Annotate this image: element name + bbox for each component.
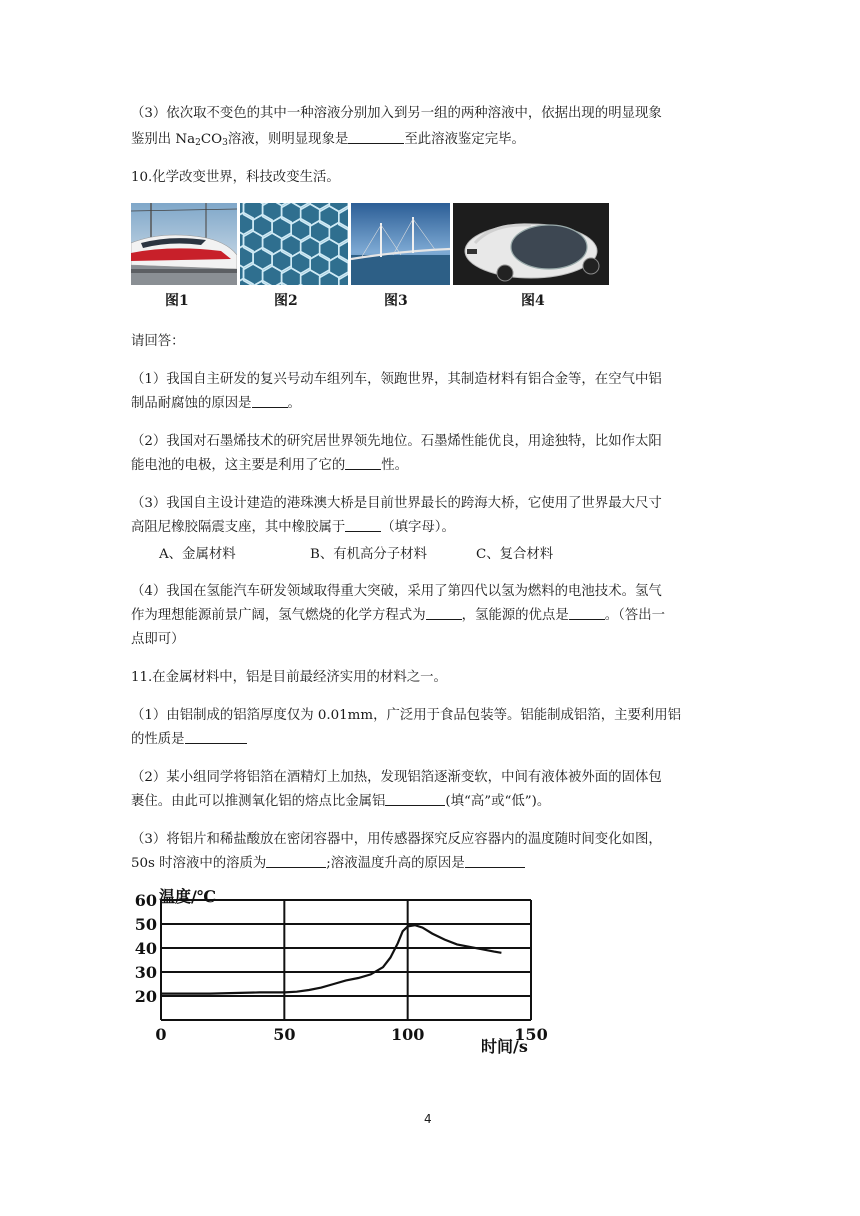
hydrogen-car-image [453,203,609,285]
q10-part2-line2 [131,454,731,477]
x-tick-label: 50 [273,1025,296,1044]
q10-part1-end: 。 [287,396,301,411]
q10-part3-end: （填字母）。 [381,520,455,535]
train-image [131,203,237,285]
q10-part4-mid: ，氢能源的优点是 [461,608,569,623]
q10-part2-line1 [131,430,731,453]
chart-tick-labels [135,891,548,1044]
q11-part3-line2 [131,852,731,875]
answer-blank[interactable] [345,517,381,532]
answer-blank[interactable] [569,605,605,620]
q10-part3-text2: 高阻尼橡胶隔震支座，其中橡胶属于 [131,520,346,535]
y-tick-label: 40 [134,939,157,958]
y-tick-label: 20 [134,987,157,1006]
q11-part2-text2: 裹住。由此可以推测氧化铝的熔点比金属铝 [131,794,386,809]
q10-part4-line3 [131,628,731,651]
q10-part1-text2: 制品耐腐蚀的原因是 [131,396,252,411]
q9-text-end: 至此溶液鉴定完毕。 [404,132,525,147]
y-axis-label: 温度/℃ [159,887,217,906]
q11-part2-line1 [131,766,731,789]
q11-part3-line1 [131,828,731,851]
q10-part1-text: （1）我国自主研发的复兴号动车组列车，领跑世界，其制造材料有铝合金等，在空气中铝 [131,372,662,387]
figure-4-caption: 图4 [521,293,545,309]
y-tick-label: 60 [134,891,157,910]
q10-ask-text: 请回答： [131,334,185,349]
x-tick-label: 0 [155,1025,167,1044]
q10-part4-line2 [131,604,731,627]
q11-part3-text: （3）将铝片和稀盐酸放在密闭容器中，用传感器探究反应容器内的温度随时间变化如图， [131,832,662,847]
temperature-time-chart [131,880,561,1060]
q9-part3-line1 [131,102,731,125]
q11-title-text: 11.在金属材料中，铝是目前最经济实用的材料之一。 [131,670,447,685]
subscript-3: 3 [222,138,228,148]
q11-title [131,666,731,689]
q10-part1-line1 [131,368,731,391]
q11-part1-line1 [131,704,731,727]
x-axis-label: 时间/s [481,1037,528,1056]
figure-1-caption: 图1 [165,293,189,309]
q11-part2-text: （2）某小组同学将铝箔在酒精灯上加热，发现铝箔逐渐变软，中间有液体被外面的固体包 [131,770,662,785]
q10-part4-text3: 点即可） [131,632,185,647]
answer-blank[interactable] [252,393,288,408]
x-tick-label: 150 [514,1025,548,1044]
answer-blank[interactable] [348,129,404,144]
q11-part2-end: (填“高”或“低”)。 [445,794,551,809]
figure-2-caption: 图2 [274,293,298,309]
q10-part4-text2: 作为理想能源前景广阔，氢气燃烧的化学方程式为 [131,608,426,623]
answer-blank[interactable] [465,853,525,868]
x-tick-label: 100 [390,1025,425,1044]
q11-part3-text2: 50s 时溶液中的溶质为 [131,856,267,871]
choice-c[interactable]: C、复合材料 [476,547,554,562]
q10-part3-line1 [131,492,731,515]
q10-part2-text: （2）我国对石墨烯技术的研究居世界领先地位。石墨烯性能优良，用途独特，比如作太阳 [131,434,662,449]
q11-part3-text3: ;溶液温度升高的原因是 [326,856,465,871]
q9-text-co: CO [200,132,223,147]
answer-blank[interactable] [385,791,445,806]
choice-a[interactable]: A、金属材料 [159,547,236,562]
q11-part1-text2: 的性质是 [131,732,185,747]
graphene-image [240,203,348,285]
answer-blank[interactable] [185,729,247,744]
q9-part3-text: （3）依次取不变色的其中一种溶液分别加入到另一组的两种溶液中，依据出现的明显现象 [131,106,662,121]
q10-part2-text2: 能电池的电极，这主要是利用了它的 [131,458,346,473]
temperature-curve [161,925,501,993]
q10-title [131,166,731,189]
q10-part4-line1 [131,580,731,603]
q10-part2-end: 性。 [381,458,409,473]
q11-part1-line2 [131,728,731,751]
q11-part1-text: （1）由铝制成的铝箔厚度仅为 0.01mm，广泛用于食品包装等。铝能制成铝箔，主要利用铝 [131,708,682,723]
answer-blank[interactable] [426,605,462,620]
choice-b[interactable]: B、有机高分子材料 [310,547,427,562]
q10-ask [131,330,731,353]
bridge-image [351,203,450,285]
answer-blank[interactable] [266,853,326,868]
q10-title-text: 10.化学改变世界，科技改变生活。 [131,170,340,185]
y-tick-label: 50 [134,915,157,934]
q9-part3-line2 [131,128,731,155]
q11-part2-line2 [131,790,731,813]
q10-part3-choices [131,543,731,566]
figure-3-caption: 图3 [384,293,408,309]
q10-part3-line2 [131,516,731,539]
y-tick-label: 30 [134,963,157,982]
q10-part4-end: 。（答出一 [604,608,665,623]
subscript-2: 2 [195,138,201,148]
q10-part4-text: （4）我国在氢能汽车研发领域取得重大突破，采用了第四代以氢为燃料的电池技术。氢气 [131,584,662,599]
q9-text-phenomenon: 溶液，则明显现象是 [227,132,349,147]
q10-part3-text: （3）我国自主设计建造的港珠澳大桥是目前世界最长的跨海大桥，它使用了世界最大尺寸 [131,496,662,511]
q10-part1-line2 [131,392,731,415]
answer-blank[interactable] [345,455,381,470]
chart-grid [161,900,531,1020]
page-number: 4 [424,1112,432,1126]
q9-text-na: 鉴别出 Na [131,132,196,147]
